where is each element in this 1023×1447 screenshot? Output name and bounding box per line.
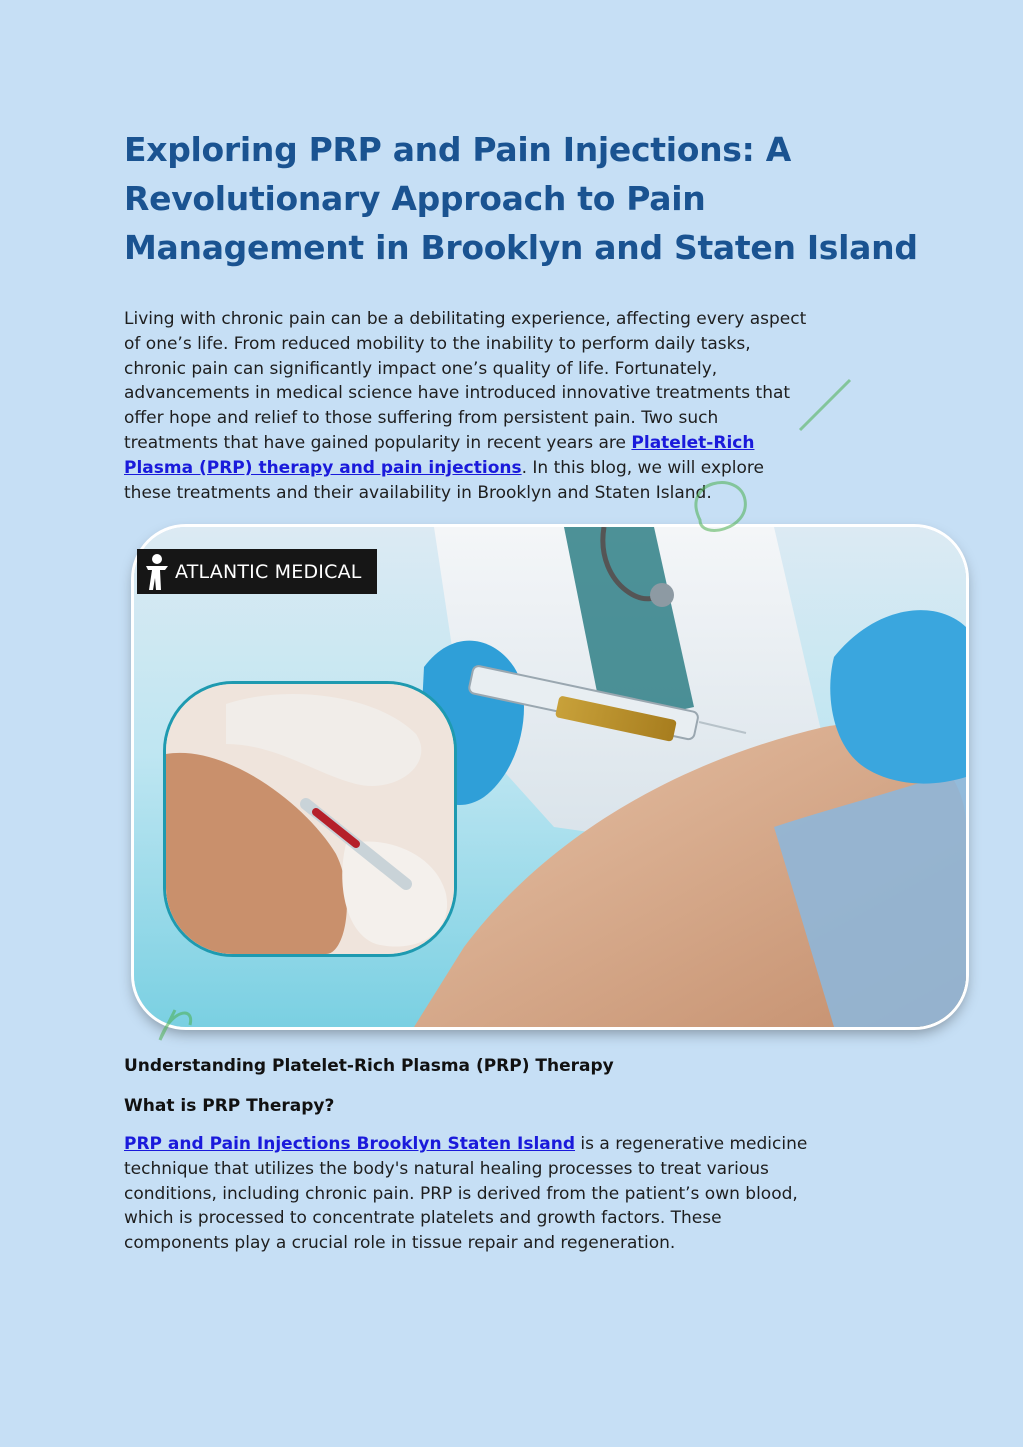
prp-therapy-link-part2[interactable]: Plasma (PRP) therapy and pain injections <box>124 457 522 478</box>
intro-line: Living with chronic pain can be a debilitating experience, affecting every aspect <box>124 309 807 329</box>
prp-paragraph <box>124 1132 914 1256</box>
intro-line-text: treatments that have gained popularity in recent years are <box>124 432 632 453</box>
para-line: components play a crucial role in tissue repair and regeneration. <box>124 1233 676 1254</box>
section-heading: Understanding Platelet-Rich Plasma (PRP) Therapy <box>124 1056 614 1076</box>
title-line-1: Exploring PRP and Pain Injections: A <box>124 130 791 169</box>
intro-line: advancements in medical science have introduced innovative treatments that <box>124 383 791 404</box>
article-title <box>124 125 924 272</box>
intro-line <box>124 431 914 456</box>
title-line-3: Management in Brooklyn and Staten Island <box>124 228 918 267</box>
inset-illustration <box>166 684 454 954</box>
intro-line: offer hope and relief to those suffering from persistent pain. Two such <box>124 408 719 429</box>
para-line-text: is a regenerative medicine <box>575 1134 808 1154</box>
para-line: conditions, including chronic pain. PRP is derived from the patient’s own blood, <box>124 1183 798 1204</box>
intro-line: these treatments and their availability in Brooklyn and Staten Island. <box>124 482 712 503</box>
title-line-2: Revolutionary Approach to Pain <box>124 179 706 218</box>
intro-paragraph <box>124 307 914 505</box>
intro-line: chronic pain can significantly impact one’s quality of life. Fortunately, <box>124 358 718 379</box>
para-line: which is processed to concentrate platelets and growth factors. These <box>124 1208 722 1229</box>
intro-line <box>124 456 914 481</box>
logo-text: ATLANTIC MEDICAL <box>175 560 362 583</box>
para-line: technique that utilizes the body's natural healing processes to treat various <box>124 1158 769 1179</box>
inset-photo <box>163 681 457 957</box>
person-icon <box>143 552 171 592</box>
prp-therapy-link-part1[interactable]: Platelet-Rich <box>631 432 755 453</box>
sub-heading: What is PRP Therapy? <box>124 1096 335 1116</box>
stethoscope-head <box>650 583 674 607</box>
para-line <box>124 1132 914 1157</box>
prp-brooklyn-link[interactable]: PRP and Pain Injections Brooklyn Staten Island <box>124 1134 576 1154</box>
atlantic-medical-logo <box>137 549 377 594</box>
intro-line: of one’s life. From reduced mobility to the inability to perform daily tasks, <box>124 333 751 354</box>
intro-line-text: . In this blog, we will explore <box>521 457 765 478</box>
